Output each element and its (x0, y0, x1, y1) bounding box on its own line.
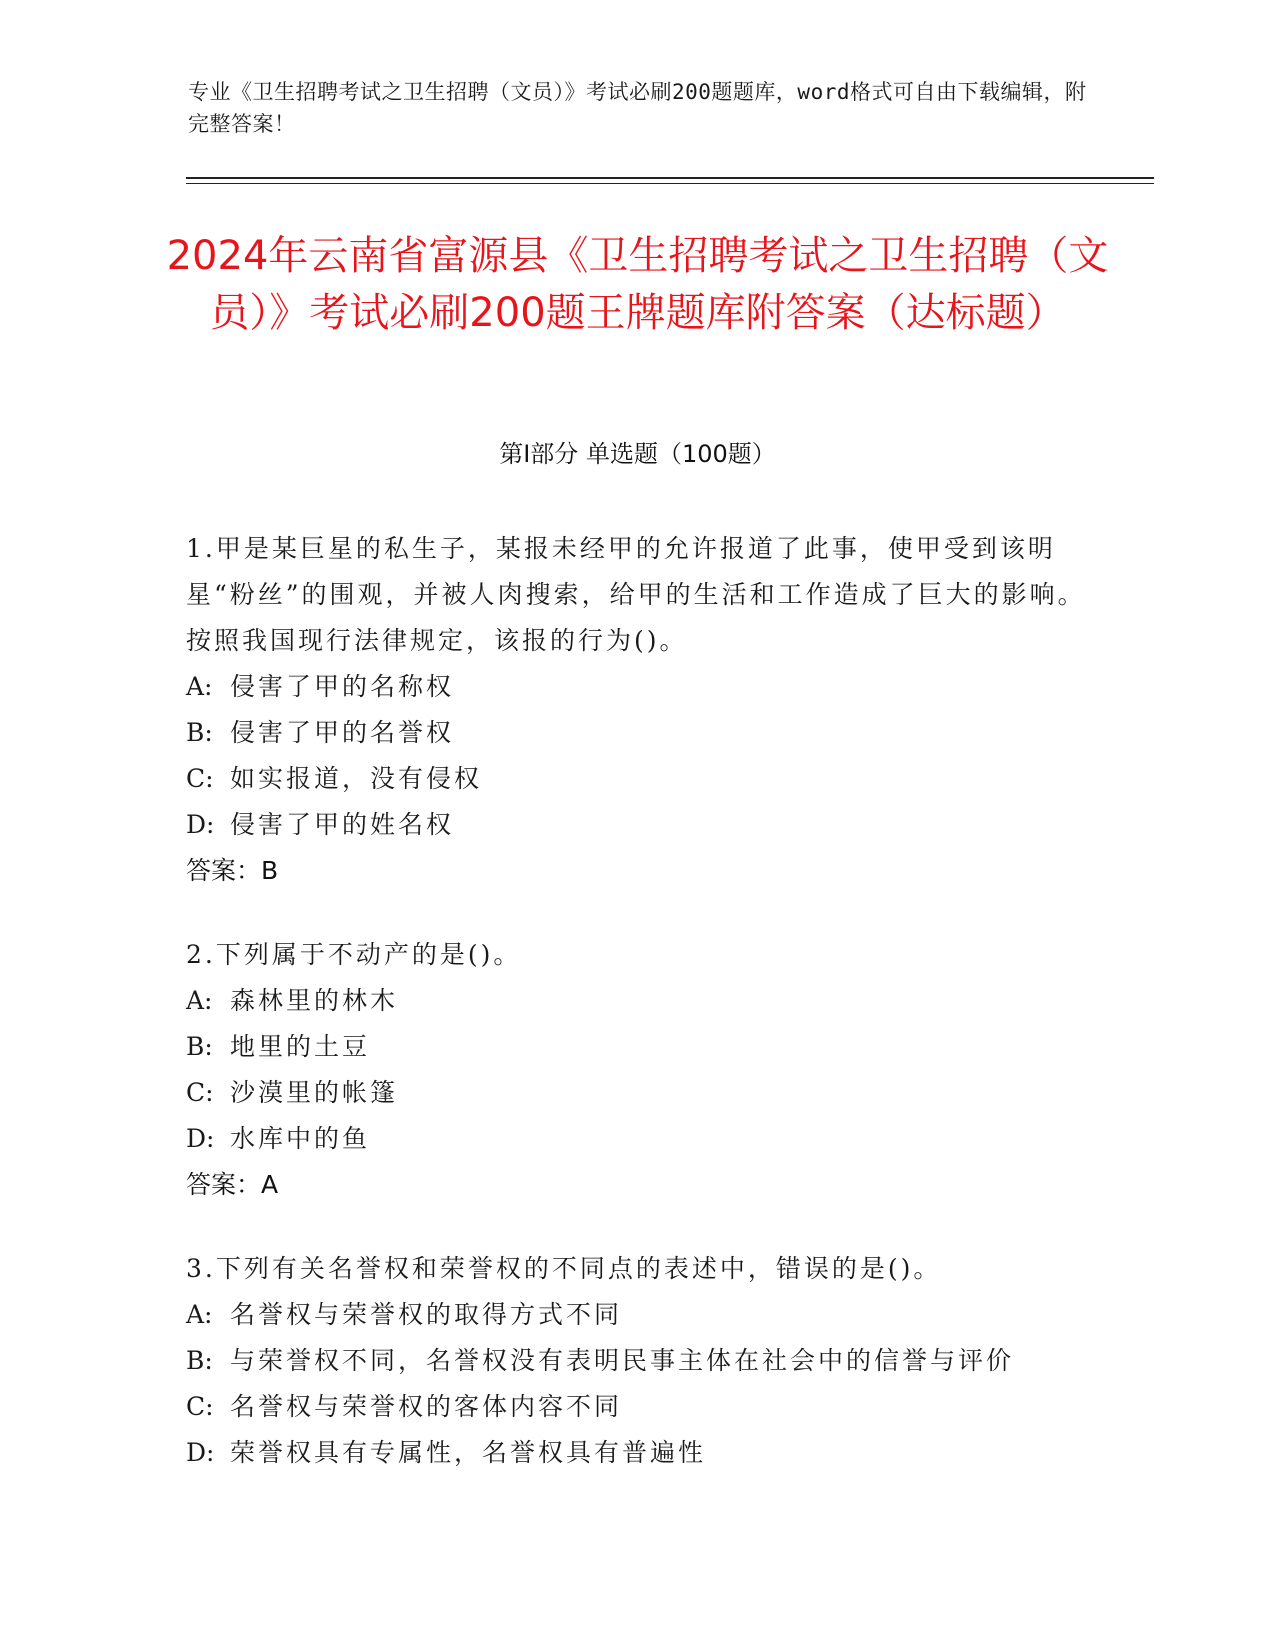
option-d (186, 1430, 1086, 1476)
answer-line: 答案：B (186, 856, 279, 885)
document-title: 2024年云南省富源县《卫生招聘考试之卫生招聘（文员）》考试必刷200题王牌题库附答案（达标题） (166, 233, 1109, 336)
option-text: 如实报道，没有侵权 (230, 764, 483, 793)
option-text: 侵害了甲的姓名权 (230, 810, 455, 839)
question-2 (186, 932, 1086, 1208)
option-key: C: (186, 1078, 214, 1107)
option-b (186, 1338, 1086, 1384)
option-b (186, 710, 1086, 756)
option-key: C: (186, 764, 214, 793)
option-text: 地里的土豆 (230, 1032, 371, 1061)
question-stem: 1.甲是某巨星的私生子，某报未经甲的允许报道了此事，使甲受到该明星“粉丝”的围观，并被人肉搜索，给甲的生活和工作造成了巨大的影响。按照我国现行法律规定，该报的行为()。 (186, 534, 1086, 655)
option-key: B: (186, 1032, 213, 1061)
header-divider-thick (186, 177, 1154, 179)
option-text: 名誉权与荣誉权的客体内容不同 (230, 1392, 623, 1421)
option-d (186, 802, 1086, 848)
option-text: 沙漠里的帐篷 (230, 1078, 399, 1107)
question-1 (186, 526, 1086, 894)
option-key: B: (186, 1346, 213, 1375)
option-text: 名誉权与荣誉权的取得方式不同 (230, 1300, 623, 1329)
option-key: D: (186, 1438, 215, 1467)
option-key: A: (186, 672, 213, 701)
option-text: 荣誉权具有专属性，名誉权具有普遍性 (230, 1438, 707, 1467)
option-key: C: (186, 1392, 214, 1421)
option-a (186, 1292, 1086, 1338)
header-note: 专业《卫生招聘考试之卫生招聘（文员）》考试必刷200题题库，word格式可自由下载编辑，附完整答案！ (188, 80, 1087, 136)
option-key: D: (186, 810, 215, 839)
option-b (186, 1024, 1086, 1070)
option-key: A: (186, 986, 213, 1015)
option-text: 侵害了甲的名誉权 (230, 718, 455, 747)
option-key: B: (186, 718, 213, 747)
section-title: 第I部分 单选题（100题） (499, 440, 776, 468)
question-list (186, 526, 1086, 1514)
option-text: 森林里的林木 (230, 986, 399, 1015)
option-c (186, 756, 1086, 802)
option-c (186, 1070, 1086, 1116)
option-a (186, 664, 1086, 710)
option-text: 水库中的鱼 (230, 1124, 371, 1153)
question-3 (186, 1246, 1086, 1476)
option-d (186, 1116, 1086, 1162)
option-key: D: (186, 1124, 215, 1153)
question-stem: 3.下列有关名誉权和荣誉权的不同点的表述中，错误的是()。 (186, 1254, 942, 1283)
option-text: 与荣誉权不同，名誉权没有表明民事主体在社会中的信誉与评价 (230, 1346, 1015, 1375)
answer-line: 答案：A (186, 1170, 279, 1199)
option-text: 侵害了甲的名称权 (230, 672, 455, 701)
option-c (186, 1384, 1086, 1430)
header-divider-thin (186, 183, 1154, 184)
option-a (186, 978, 1086, 1024)
option-key: A: (186, 1300, 213, 1329)
question-stem: 2.下列属于不动产的是()。 (186, 940, 522, 969)
